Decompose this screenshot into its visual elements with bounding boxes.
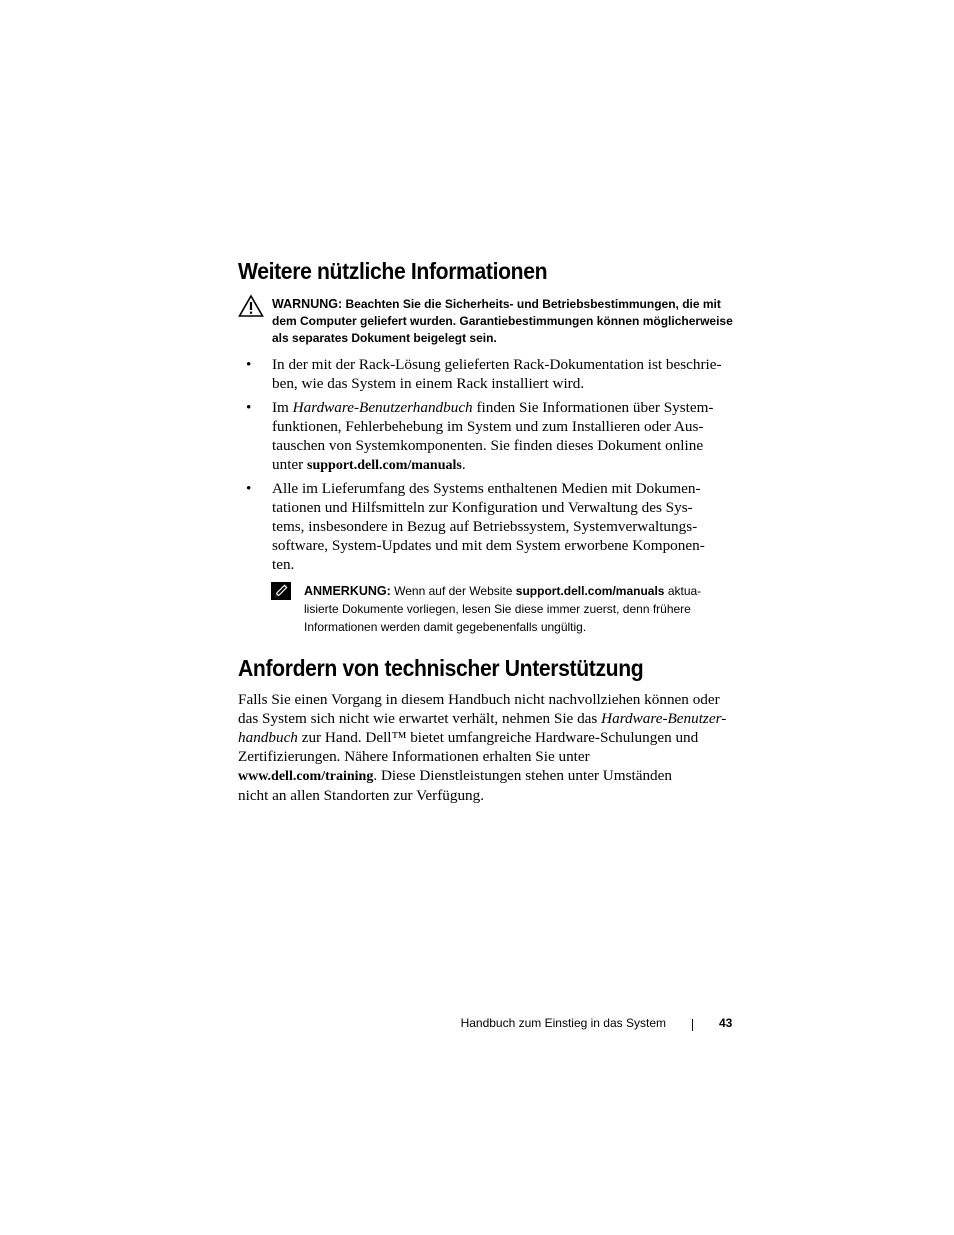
warning-text-line: dem Computer geliefert wurden. Garantiebestimmungen können möglicherweise	[272, 314, 733, 328]
support-manuals-link[interactable]: support.dell.com/manuals	[515, 584, 665, 598]
warning-text-line: als separates Dokument beigelegt sein.	[272, 331, 497, 345]
bullet-dot: •	[246, 399, 252, 416]
bullet-text-line: In der mit der Rack-Lösung gelieferten Rack-Dokumentation ist beschrie-	[272, 356, 722, 373]
bullet-item	[246, 479, 742, 574]
paragraph-text: . Diese Dienstleistungen stehen unter Umständen	[373, 767, 672, 784]
note-text-line: Informationen werden damit gegebenenfalls ungültig.	[304, 620, 587, 634]
manual-title-italic: Hardware-Benutzerhandbuch	[292, 399, 473, 416]
warning-label: WARNUNG:	[272, 297, 343, 311]
bullet-text: .	[461, 456, 466, 473]
warning-block	[272, 296, 742, 347]
manual-title-italic: handbuch	[238, 729, 298, 746]
dell-training-link[interactable]: www.dell.com/training	[238, 769, 374, 784]
footer-title: Handbuch zum Einstieg in das System	[460, 1016, 666, 1030]
bullet-text: Im	[272, 399, 293, 416]
note-text: aktua-	[664, 584, 702, 598]
bullet-dot: •	[246, 480, 252, 497]
note-label: ANMERKUNG:	[304, 584, 391, 598]
bullet-text-line: software, System-Updates und mit dem System erworbene Komponen-	[272, 537, 705, 554]
bullet-text: finden Sie Informationen über System-	[472, 399, 714, 416]
bullet-text: unter	[272, 456, 308, 473]
bullet-item	[246, 398, 742, 475]
paragraph-line: Zertifizierungen. Nähere Informationen erhalten Sie unter	[238, 748, 590, 765]
page-footer	[0, 1016, 954, 1036]
paragraph-line: Falls Sie einen Vorgang in diesem Handbuch nicht nachvollziehen können oder	[238, 691, 720, 708]
support-paragraph	[238, 690, 748, 805]
note-text-line: lisierte Dokumente vorliegen, lesen Sie diese immer zuerst, denn frühere	[304, 602, 691, 616]
paragraph-text: das System sich nicht wie erwartet verhält, nehmen Sie das	[238, 710, 602, 727]
bullet-dot: •	[246, 356, 252, 373]
bullet-text-line: funktionen, Fehlerbehebung im System und zum Installieren oder Aus-	[272, 418, 704, 435]
paragraph-line: nicht an allen Standorten zur Verfügung.	[238, 787, 485, 804]
bullet-text-line: ben, wie das System in einem Rack installiert wird.	[272, 375, 585, 392]
warning-text-line: Beachten Sie die Sicherheits- und Betriebsbestimmungen, die mit	[342, 297, 721, 311]
note-pencil-icon	[271, 582, 291, 600]
support-manuals-link[interactable]: support.dell.com/manuals	[307, 458, 462, 473]
warning-triangle-icon	[238, 294, 264, 318]
bullet-item	[246, 355, 742, 393]
bullet-text-line: ten.	[272, 556, 295, 573]
footer-divider	[692, 1019, 693, 1031]
bullet-text-line: Alle im Lieferumfang des Systems enthaltenen Medien mit Dokumen-	[272, 480, 701, 497]
note-text: Wenn auf der Website	[390, 584, 516, 598]
bullet-text-line: tauschen von Systemkomponenten. Sie finden dieses Dokument online	[272, 437, 704, 454]
bullet-text-line: tationen und Hilfsmitteln zur Konfiguration und Verwaltung des Sys-	[272, 499, 693, 516]
bullet-text-line: tems, insbesondere in Bezug auf Betriebssystem, Systemverwaltungs-	[272, 518, 698, 535]
paragraph-text: zur Hand. Dell™ bietet umfangreiche Hardware-Schulungen und	[297, 729, 699, 746]
section-heading-technische-unterstuetzung: Anfordern von technischer Unterstützung	[238, 655, 644, 681]
manual-title-italic: Hardware-Benutzer-	[601, 710, 727, 727]
page-number: 43	[719, 1016, 733, 1030]
section-heading-weitere-informationen: Weitere nützliche Informationen	[238, 258, 548, 284]
note-block	[304, 582, 724, 636]
